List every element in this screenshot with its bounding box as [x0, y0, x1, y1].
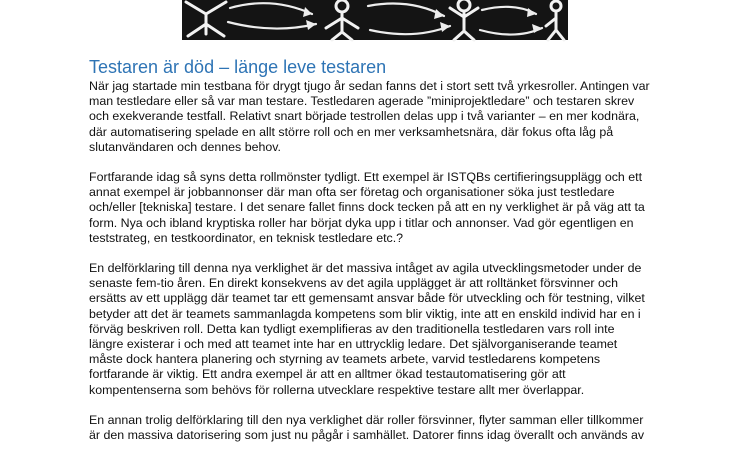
paragraph-line: och/eller [tekniska] testare. I det senare fallet finns dock tecken på att en ny verklighet är på väg att ta: [89, 200, 645, 215]
paragraph-line: När jag startade min testbana för drygt tjugo år sedan fanns det i stort sett två yrkesroller. Antingen var: [89, 79, 650, 93]
paragraph: [89, 79, 661, 155]
paragraph-line: längre existerar i och med att teamet inte har en uttrycklig ledare. Det självorganiserande teamet: [89, 337, 618, 352]
paragraph-line: måste dock hantera planering och styrning av teamets arbete, varvid testledarens kompetens: [89, 352, 601, 367]
paragraph-line: förväg beskriven roll. Detta kan tydligt exemplifieras av den traditionella testledaren vars roll inte: [89, 321, 615, 336]
paragraph-line: En annan trolig delförklaring till den nya verklighet där roller försvinner, flyter samman eller tillkommer: [89, 412, 644, 427]
paragraph-line: teststrateg, en testkoordinator, en teknisk testledare etc.?: [89, 230, 404, 245]
paragraph-line: annat exempel är jobbannonser där man ofta ser företag och organisationer söka just testledare: [89, 185, 615, 200]
paragraph: [89, 261, 661, 398]
document-title: Testaren är död – länge leve testaren: [89, 57, 387, 77]
paragraph-line: är den massiva datorisering som just nu pågår i samhället. Datorer finns idag överallt och används av: [89, 428, 645, 443]
paragraph-line: form. Nya och ibland kryptiska roller har börjat dyka upp i titlar och annonser. Vad gör egentligen en: [89, 215, 634, 230]
paragraph-line: betyder att det är teamets sammanlagda kompetens som blir viktig, inte att en enskild individ har en i: [89, 306, 641, 321]
stick-figures-illustration: [182, 0, 568, 40]
paragraph-line: Fortfarande idag så syns detta rollmönster tydligt. Ett exempel är ISTQBs certifieringsupplägg och ett: [89, 170, 643, 185]
paragraph-line: En delförklaring till denna nya verklighet är det massiva intåget av agila utvecklingsmetoder under de: [89, 261, 642, 276]
paragraph: [89, 170, 661, 246]
paragraph-line: ersätts av ett upplägg där teamet tar ett gemensamt ansvar både för utveckling och för testning, vilket: [89, 291, 645, 306]
paragraph-line: senaste fem-tio åren. En direkt konsekvens av det agila upplägget är att rolltänket försvinner och: [89, 276, 618, 291]
paragraph-line: slutanvändaren och dennes behov.: [89, 139, 281, 154]
header-illustration: [182, 0, 568, 40]
paragraph: [89, 413, 661, 443]
paragraph-line: där automatisering spelade en allt större roll och en mer verksamhetsnära, där fokus ofta låg på: [89, 124, 614, 139]
paragraph-line: och exekverande testfall. Relativt snart började testrollen delas upp i två varianter – en mer kodnära,: [89, 109, 640, 124]
paragraph-line: fortfarande är viktig. Ett andra exempel är att en alltmer ökad testautomatisering gör att: [89, 367, 566, 382]
paragraph-line: kompentenserna som behövs för rollerna utvecklare respektive testare allt mer överlappar.: [89, 382, 585, 397]
paragraph-line: man testledare eller så var man testare. Testledaren agerade ”miniprojektledare” och testaren skrev: [89, 94, 635, 109]
document-body: [89, 79, 661, 458]
